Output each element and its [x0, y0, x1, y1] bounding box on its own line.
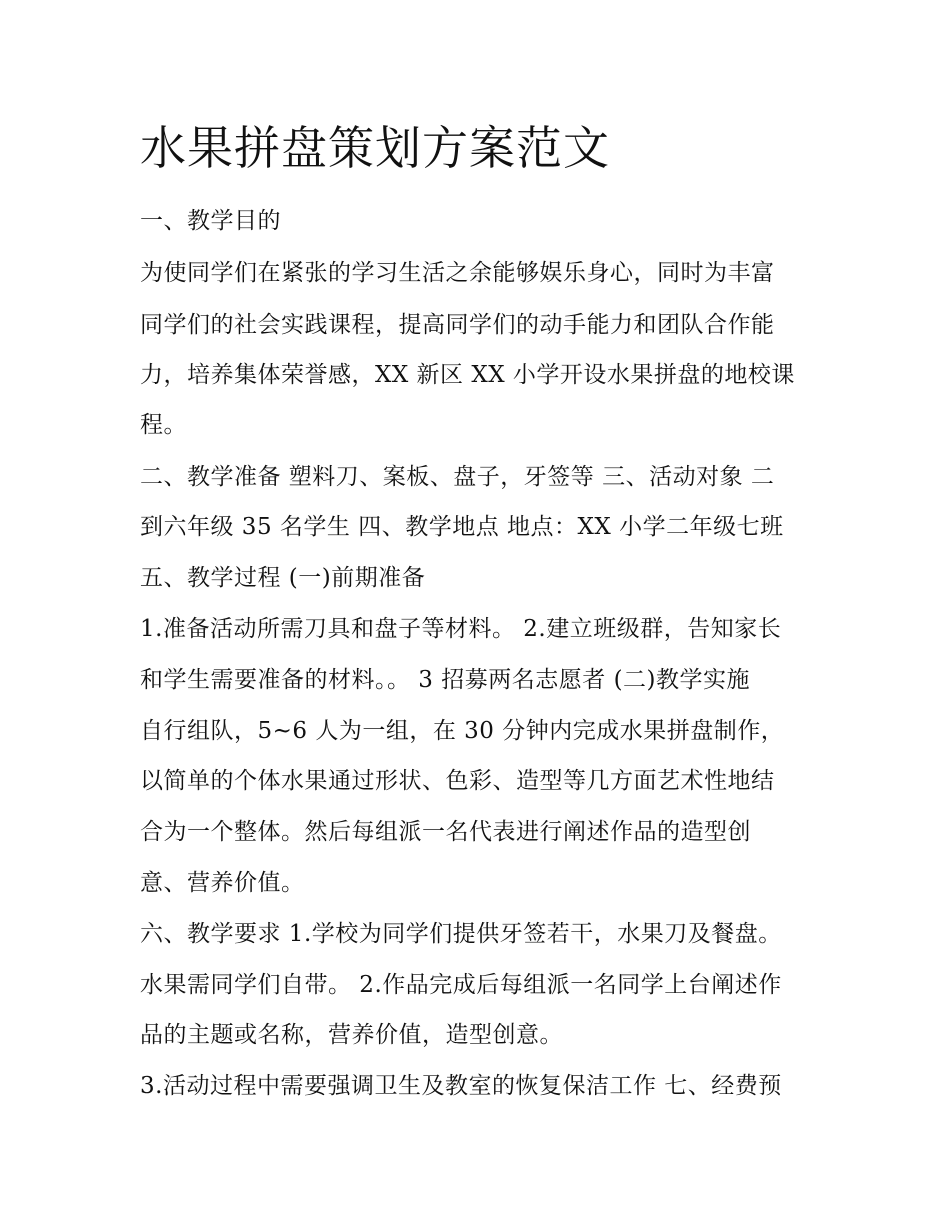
paragraph-line: 到六年级 35 名学生 四、教学地点 地点：XX 小学二年级七班 [140, 514, 784, 540]
paragraph-line: 意、营养价值。 [140, 870, 305, 896]
paragraph-line: 水果需同学们自带。 2.作品完成后每组派一名同学上台阐述作 [140, 972, 782, 998]
paragraph-line: 为使同学们在紧张的学习生活之余能够娱乐身心，同时为丰富 [140, 260, 775, 286]
paragraph-line: 1.准备活动所需刀具和盘子等材料。 2.建立班级群，告知家长 [140, 616, 782, 642]
paragraph-line: 品的主题或名称，营养价值，造型创意。 [140, 1022, 563, 1048]
paragraph-line: 程。 [140, 412, 187, 438]
document-title: 水果拼盘策划方案范文 [140, 121, 610, 175]
paragraph-line: 以简单的个体水果通过形状、色彩、造型等几方面艺术性地结 [140, 768, 775, 794]
paragraph-line: 3.活动过程中需要强调卫生及教室的恢复保洁工作 七、经费预 [140, 1073, 782, 1099]
paragraph-line: 合为一个整体。然后每组派一名代表进行阐述作品的造型创 [140, 819, 751, 845]
paragraph-line: 二、教学准备 塑料刀、案板、盘子，牙签等 三、活动对象 二 [140, 464, 775, 490]
paragraph-line: 力，培养集体荣誉感，XX 新区 XX 小学开设水果拼盘的地校课 [140, 362, 795, 388]
paragraph-line: 六、教学要求 1.学校为同学们提供牙签若干，水果刀及餐盘。 [140, 921, 782, 947]
section-heading-teaching-process: 五、教学过程 (一)前期准备 [140, 565, 426, 591]
section-heading-teaching-purpose: 一、教学目的 [140, 208, 281, 234]
paragraph-line: 和学生需要准备的材料。。 3 招募两名志愿者 (二)教学实施 [140, 667, 751, 693]
paragraph-line: 自行组队，5~6 人为一组，在 30 分钟内完成水果拼盘制作， [140, 718, 785, 744]
paragraph-line: 同学们的社会实践课程，提高同学们的动手能力和团队合作能 [140, 312, 775, 338]
